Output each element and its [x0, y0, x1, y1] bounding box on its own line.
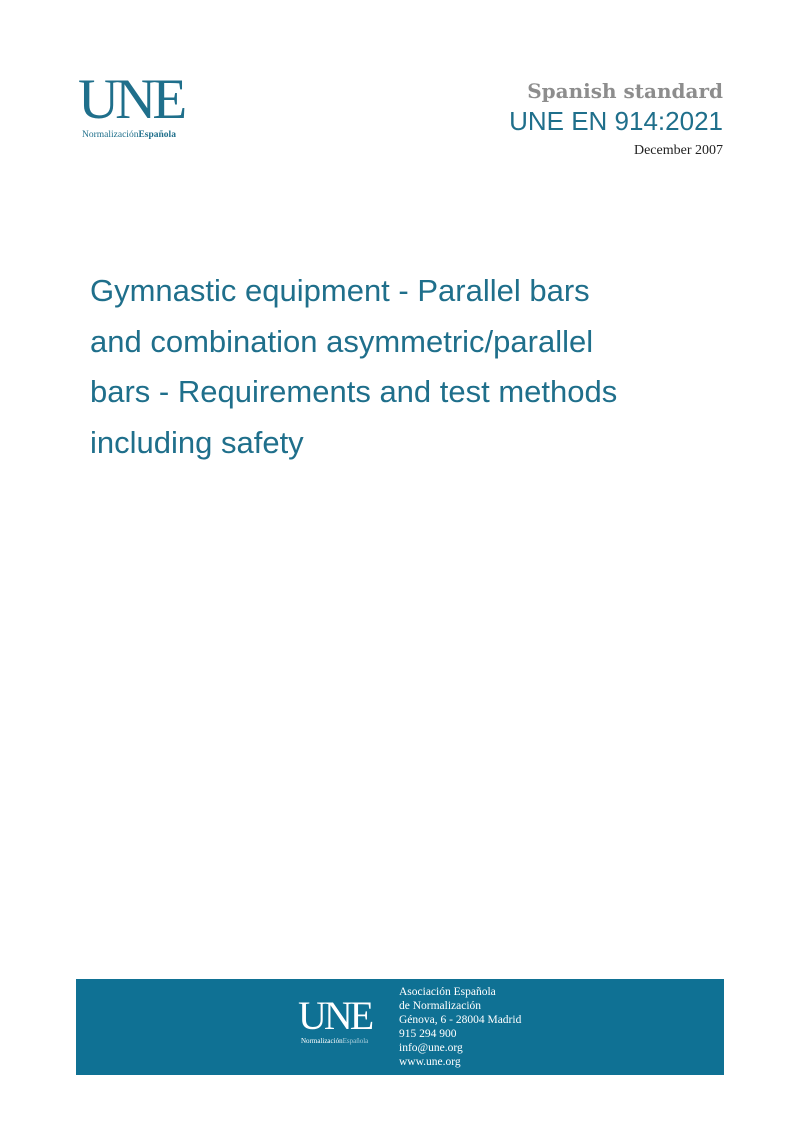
website-link[interactable]: www.une.org: [399, 1056, 461, 1068]
title-line: Gymnastic equipment - Parallel bars: [90, 273, 590, 308]
une-logo: [78, 68, 218, 144]
address-line: Génova, 6 - 28004 Madrid: [399, 1014, 522, 1026]
title-line: and combination asymmetric/parallel: [90, 323, 594, 359]
phone-number: 915 294 900: [399, 1028, 457, 1040]
footer-logo-sub-normal: Normalización: [301, 1037, 343, 1045]
title-line: bars - Requirements and test methods: [90, 374, 618, 409]
document-title: [90, 266, 710, 468]
title-line: including safety: [90, 424, 304, 460]
address-line: Asociación Española: [399, 986, 496, 998]
logo-sub-normal: Normalización: [82, 130, 139, 140]
standard-header: [509, 78, 723, 162]
une-logo-subtitle: [82, 130, 176, 140]
footer-logo-sub-light: Española: [342, 1037, 369, 1045]
footer-address: [399, 985, 521, 1069]
footer-logo-subtitle: [301, 1037, 368, 1045]
standard-type: Spanish standard: [527, 79, 723, 103]
logo-sub-bold: Española: [138, 130, 176, 140]
footer-une-logo: [298, 993, 398, 1057]
une-logo-mark: UNE: [78, 68, 184, 131]
standard-date: December 2007: [633, 143, 723, 158]
standard-code: UNE EN 914:2021: [509, 106, 723, 136]
address-line: de Normalización: [399, 1000, 482, 1012]
footer-logo-mark: UNE: [298, 993, 372, 1038]
email-link[interactable]: info@une.org: [399, 1042, 463, 1054]
footer-banner: [76, 979, 724, 1075]
